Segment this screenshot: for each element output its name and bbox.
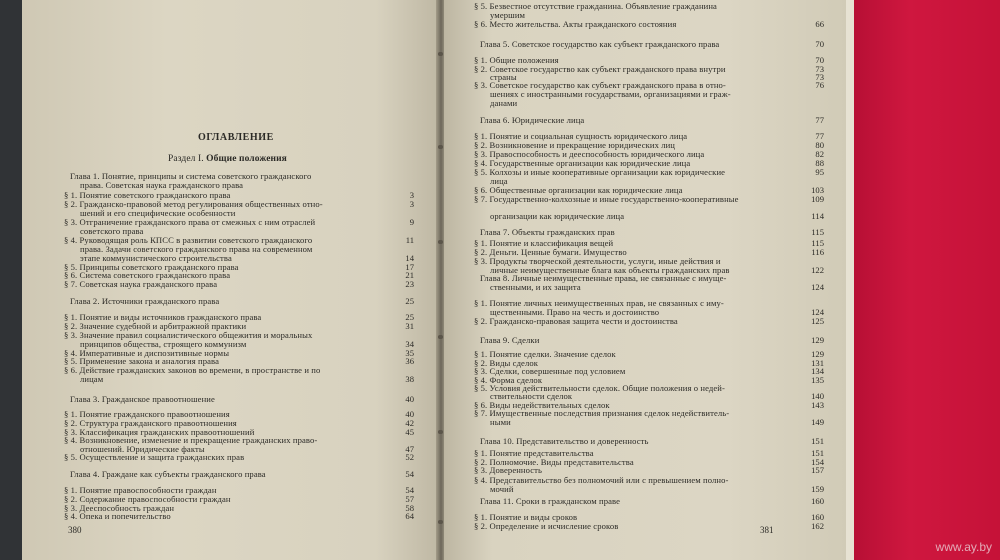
toc-entry-text: § 4. Императивные и диспозитивные нормы (64, 348, 230, 358)
toc-page-number: 35 (405, 348, 414, 358)
toc-page-number: 162 (811, 521, 824, 531)
toc-entry-text: щественными. Право на честь и достоинство (490, 307, 660, 317)
toc-entry-text: Глава 7. Объекты гражданских прав (480, 227, 615, 237)
toc-page-number: 134 (811, 366, 824, 376)
binding-stitch (438, 430, 443, 434)
toc-entry-text: § 4. Государственные организации как юридические лица (474, 158, 691, 168)
toc-page-number: 82 (815, 149, 824, 159)
toc-page-number: 151 (811, 436, 824, 446)
chapter-entry (70, 470, 266, 479)
toc-entry-text: § 6. Действие гражданских законов во времени, в пространстве и по (64, 365, 321, 375)
toc-page-number: 40 (405, 409, 414, 419)
toc-entry (64, 453, 244, 462)
toc-entry-text: § 1. Понятие личных неимущественных прав, не связанных с иму- (474, 298, 724, 308)
toc-entry-text: § 4. Опека и попечительство (64, 511, 171, 521)
chapter-entry (480, 116, 584, 125)
toc-entry-text: Глава 2. Источники гражданского права (70, 296, 220, 306)
toc-entry-text: § 1. Понятие советского гражданского права (64, 190, 231, 200)
toc-entry (490, 99, 517, 108)
toc-entry-text: § 2. Содержание правоспособности граждан (64, 494, 231, 504)
toc-page-number: 3 (409, 190, 414, 200)
toc-page-number: 77 (815, 131, 824, 141)
page-number-right: 381 (760, 525, 774, 535)
toc-entry-text: § 5. Безвестное отсутствие гражданина. Объявление гражданина (474, 1, 717, 11)
toc-entry-text: данами (490, 98, 518, 108)
background-left (0, 0, 24, 560)
toc-page-number: 116 (811, 247, 824, 257)
toc-entry-text: лицам (80, 374, 104, 384)
toc-entry-text: принципов общества, строящего коммунизм (80, 339, 247, 349)
toc-page-number: 70 (815, 55, 824, 65)
toc-entry-text: § 3. Классификация гражданских правоотношений (64, 427, 255, 437)
toc-entry-text: права. Советская наука гражданского права (80, 180, 244, 190)
toc-entry-text: § 3. Дееспособность граждан (64, 503, 175, 513)
toc-heading: ОГЛАВЛЕНИЕ (198, 132, 274, 143)
toc-entry-text: § 2. Гражданско-правовая защита чести и достоинства (474, 316, 678, 326)
background-right (850, 0, 1000, 560)
toc-page-number: 76 (815, 80, 824, 90)
toc-page-number: 125 (811, 316, 824, 326)
toc-entry-text: советского права (80, 226, 144, 236)
toc-page-number: 114 (811, 211, 824, 221)
toc-entry-text: лица (490, 176, 508, 186)
binding-stitch (438, 335, 443, 339)
toc-page-number: 80 (815, 140, 824, 150)
toc-entry (490, 485, 514, 494)
toc-page-number: 154 (811, 457, 824, 467)
toc-entry-text: личные неимущественные блага как объекты гражданских прав (490, 265, 730, 275)
toc-page-number: 149 (811, 417, 824, 427)
toc-entry-text: § 6. Место жительства. Акты гражданского состояния (474, 19, 677, 29)
toc-entry-text: шениях с иностранными государствами, организациями и граж- (490, 89, 731, 99)
toc-page-number: 3 (409, 199, 414, 209)
toc-page-number: 129 (811, 335, 824, 345)
toc-page-number: 9 (409, 217, 414, 227)
toc-entry-text: § 4. Руководящая роль КПСС в развитии советского гражданского (64, 235, 313, 245)
toc-page-number: 17 (405, 262, 414, 272)
toc-page-number: 34 (405, 339, 414, 349)
toc-entry-text: Глава 4. Граждане как субъекты гражданского права (70, 469, 266, 479)
section-title: Общие положения (206, 154, 287, 164)
toc-entry-text: Глава 5. Советское государство как субъект гражданского права (480, 39, 720, 49)
toc-entry (474, 409, 729, 418)
toc-page-number: 38 (405, 374, 414, 384)
section-prefix: Раздел I. (168, 154, 204, 164)
toc-page-number: 151 (811, 448, 824, 458)
toc-page-number: 42 (405, 418, 414, 428)
toc-entry-text: § 7. Советская наука гражданского права (64, 279, 218, 289)
toc-entry-text: Глава 8. Личные неимущественные права, не связанные с имуще- (480, 273, 727, 283)
toc-entry-text: § 1. Понятие и социальная сущность юридического лица (474, 131, 688, 141)
toc-page-number: 129 (811, 349, 824, 359)
toc-entry-text: § 6. Виды недействительных сделок (474, 400, 610, 410)
toc-entry (64, 280, 217, 289)
toc-entry (490, 212, 624, 221)
toc-entry-text: § 2. Гражданско-правовой метод регулирования общественных отно- (64, 199, 323, 209)
toc-entry-text: права. Задачи советского гражданского права на современном (80, 244, 313, 254)
toc-entry-text: § 6. Система советского гражданского права (64, 270, 231, 280)
toc-entry (80, 181, 243, 190)
toc-entry-text: мочий (490, 484, 514, 494)
toc-page-number: 159 (811, 484, 824, 494)
toc-entry-text: § 3. Отграничение гражданского права от смежных с ним отраслей (64, 217, 316, 227)
binding-stitch (438, 145, 443, 149)
toc-page-number: 21 (405, 270, 414, 280)
toc-page-number: 115 (811, 238, 824, 248)
toc-entry-text: § 7. Имущественные последствия признания сделок недействитель- (474, 408, 730, 418)
binding-stitch (438, 520, 443, 524)
toc-entry-text: Глава 9. Сделки (480, 335, 540, 345)
toc-page-number: 103 (811, 185, 824, 195)
toc-page-number: 115 (811, 227, 824, 237)
toc-page-number: 157 (811, 465, 824, 475)
toc-entry-text: § 4. Форма сделок (474, 375, 543, 385)
toc-page-number: 143 (811, 400, 824, 410)
chapter-entry (480, 336, 539, 345)
toc-page-number: 54 (405, 485, 414, 495)
page-edge (846, 0, 854, 560)
toc-page-number: 140 (811, 391, 824, 401)
toc-page-number: 70 (815, 39, 824, 49)
toc-entry-text: § 2. Полномочие. Виды представительства (474, 457, 634, 467)
toc-entry-text: Глава 11. Сроки в гражданском праве (480, 496, 621, 506)
toc-page-number: 23 (405, 279, 414, 289)
toc-page-number: 77 (815, 115, 824, 125)
toc-entry-text: § 5. Применение закона и аналогия права (64, 356, 220, 366)
toc-page-number: 58 (405, 503, 414, 513)
toc-entry-text: § 2. Значение судебной и арбитражной практики (64, 321, 247, 331)
toc-entry-text: § 3. Значение правил социалистического общежития и моральных (64, 330, 313, 340)
chapter-entry (70, 297, 219, 306)
toc-entry-text: § 3. Советское государство как субъект гражданского права в отно- (474, 80, 726, 90)
chapter-entry (480, 497, 620, 506)
toc-page-number: 160 (811, 496, 824, 506)
toc-page-number: 31 (405, 321, 414, 331)
toc-page-number: 109 (811, 194, 824, 204)
toc-entry-text: § 1. Понятие правоспособности граждан (64, 485, 217, 495)
toc-page-number: 73 (815, 64, 824, 74)
toc-entry-text: § 4. Возникновение, изменение и прекращение гражданских право- (64, 435, 318, 445)
toc-entry-text: § 5. Принципы советского гражданского права (64, 262, 239, 272)
toc-entry-text: Глава 3. Гражданское правоотношение (70, 394, 215, 404)
toc-entry (474, 522, 618, 531)
toc-entry-text: § 1. Понятие сделки. Значение сделок (474, 349, 616, 359)
toc-entry-text: § 1. Понятие и виды сроков (474, 512, 578, 522)
toc-entry (80, 375, 103, 384)
toc-page-number: 40 (405, 394, 414, 404)
toc-page-number: 95 (815, 167, 824, 177)
toc-page-number: 131 (811, 358, 824, 368)
toc-entry-text: умершим (490, 10, 526, 20)
chapter-entry (480, 437, 648, 446)
toc-page-number: 160 (811, 512, 824, 522)
toc-entry-text: Глава 1. Понятие, принципы и система советского гражданского (70, 171, 312, 181)
toc-entry-text: этапе коммунистического строительства (80, 253, 232, 263)
toc-entry-text: § 3. Доверенность (474, 465, 543, 475)
toc-entry-text: ными (490, 417, 511, 427)
toc-entry-text: § 2. Возникновение и прекращение юридических лиц (474, 140, 676, 150)
toc-entry (64, 512, 171, 521)
toc-entry-text: § 6. Общественные организации как юридические лица (474, 185, 683, 195)
page-number-left: 380 (68, 525, 82, 535)
toc-entry-text: § 2. Структура гражданского правоотношения (64, 418, 237, 428)
toc-entry (474, 466, 542, 475)
toc-entry-text: § 5. Осуществление и защита гражданских прав (64, 452, 245, 462)
toc-entry-text: § 2. Определение и исчисление сроков (474, 521, 619, 531)
toc-entry-text: организации как юридические лица (490, 211, 625, 221)
right-page (444, 0, 846, 560)
toc-entry (474, 195, 739, 204)
chapter-entry (70, 395, 215, 404)
toc-entry-text: Глава 6. Юридические лица (480, 115, 585, 125)
toc-entry-text: страны (490, 72, 517, 82)
toc-page-number: 25 (405, 312, 414, 322)
toc-page-number: 124 (811, 282, 824, 292)
toc-entry-text: § 2. Виды сделок (474, 358, 539, 368)
toc-page-number: 88 (815, 158, 824, 168)
toc-entry-text: § 1. Понятие гражданского правоотношения (64, 409, 230, 419)
toc-page-number: 64 (405, 511, 414, 521)
left-page (22, 0, 438, 560)
toc-entry-text: § 1. Понятие и классификация вещей (474, 238, 614, 248)
toc-entry-text: ствительности сделок (490, 391, 573, 401)
toc-entry-text: § 5. Колхозы и иные кооперативные организации как юридические (474, 167, 726, 177)
toc-page-number: 135 (811, 375, 824, 385)
toc-page-number: 73 (815, 72, 824, 82)
section-heading (168, 155, 287, 164)
toc-page-number: 25 (405, 296, 414, 306)
toc-entry-text: отношений. Юридические факты (80, 444, 205, 454)
toc-entry (490, 283, 581, 292)
toc-page-number: 122 (811, 265, 824, 275)
toc-page-number: 57 (405, 494, 414, 504)
toc-entry-text: § 1. Общие положения (474, 55, 559, 65)
toc-entry-text: § 3. Правоспособность и дееспособность юридического лица (474, 149, 705, 159)
chapter-entry (480, 40, 719, 49)
toc-entry (474, 168, 725, 177)
toc-entry-text: шений и его специфические особенности (80, 208, 236, 218)
toc-entry-text: § 2. Советское государство как субъект гражданского права внутри (474, 64, 726, 74)
toc-entry-text: § 2. Деньги. Ценные бумаги. Имущество (474, 247, 627, 257)
toc-entry (490, 418, 511, 427)
toc-entry-text: § 3. Сделки, совершенные под условием (474, 366, 626, 376)
toc-entry-text: ственными, и их защита (490, 282, 581, 292)
toc-page-number: 54 (405, 469, 414, 479)
toc-entry-text: § 3. Продукты творческой деятельности, услуги, иные действия и (474, 256, 721, 266)
toc-page-number: 36 (405, 356, 414, 366)
toc-entry-text: § 4. Представительство без полномочий или с превышением полно- (474, 475, 729, 485)
toc-page-number: 52 (405, 452, 414, 462)
toc-entry-text: § 5. Условия действительности сделок. Общие положения о недей- (474, 383, 725, 393)
toc-page-number: 66 (815, 19, 824, 29)
toc-entry (490, 90, 731, 99)
toc-entry-text: § 7. Государственно-колхозные и иные государственно-кооперативные (474, 194, 739, 204)
toc-entry-text: § 1. Понятие и виды источников гражданского права (64, 312, 262, 322)
watermark: www.ay.by (935, 540, 992, 554)
toc-entry (474, 317, 678, 326)
toc-entry-text: Глава 10. Представительство и доверенность (480, 436, 649, 446)
toc-page-number: 45 (405, 427, 414, 437)
toc-page-number: 124 (811, 307, 824, 317)
binding-stitch (438, 240, 443, 244)
toc-entry-text: § 1. Понятие представительства (474, 448, 594, 458)
toc-page-number: 14 (405, 253, 414, 263)
toc-page-number: 11 (405, 235, 414, 245)
binding-stitch (438, 52, 443, 56)
toc-entry (474, 20, 676, 29)
chapter-entry (480, 228, 615, 237)
toc-page-number: 47 (405, 444, 414, 454)
